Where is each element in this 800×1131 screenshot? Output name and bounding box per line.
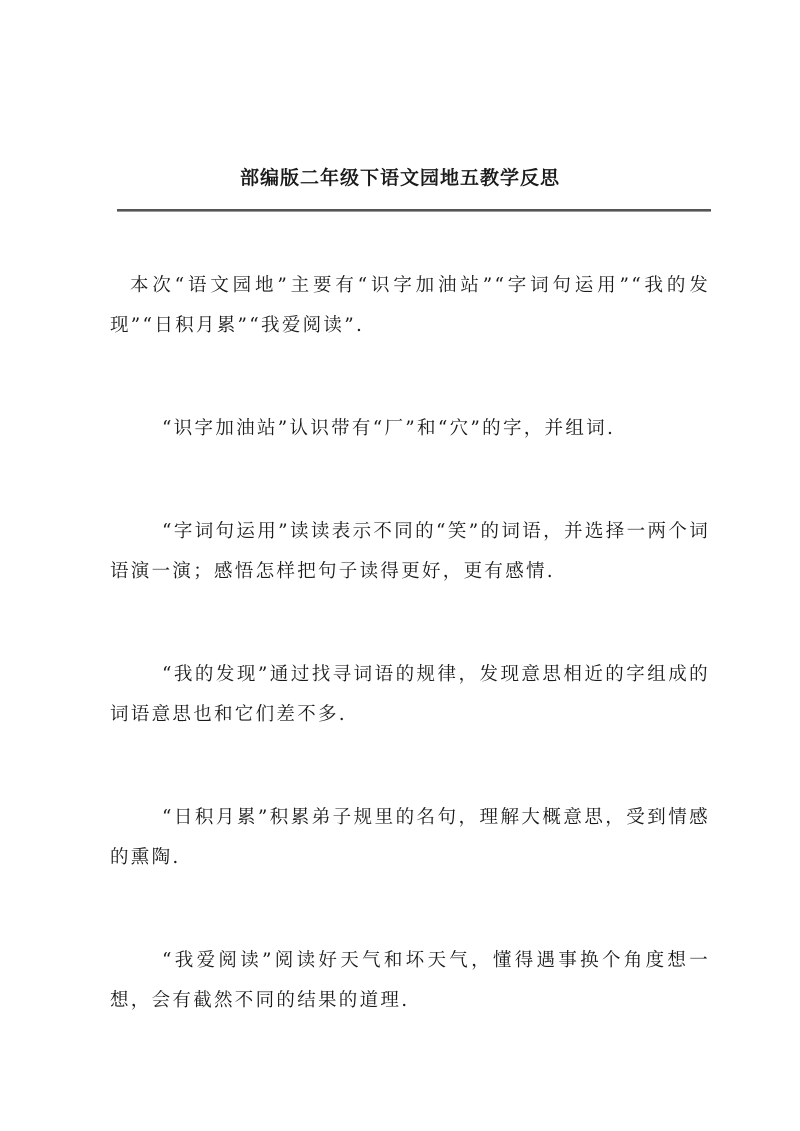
paragraph-i-love-reading: “我爱阅读”阅读好天气和坏天气，懂得遇事换个角度想一想，会有截然不同的结果的道理. xyxy=(110,950,710,1011)
paragraph-literacy-station: “识字加油站”认识带有“厂”和“穴”的字，并组词. xyxy=(162,418,616,439)
paragraph-my-discovery: “我的发现”通过找寻词语的规律，发现意思相近的字组成的词语意思也和它们差不多. xyxy=(110,664,710,725)
document-title: 部编版二年级下语文园地五教学反思 xyxy=(239,167,560,189)
paragraph-daily-accumulation: “日积月累”积累弟子规里的名句，理解大概意思，受到情感的熏陶. xyxy=(110,807,710,868)
document-body xyxy=(110,266,710,1084)
paragraph-overview: 本次“语文园地”主要有“识字加油站”“字词句运用”“我的发现”“日积月累”“我爱阅读”. xyxy=(110,275,710,336)
paragraph-word-sentence-usage: “字词句运用”读读表示不同的“笑”的词语，并选择一两个词语演一演；感悟怎样把句子读得更好，更有感情. xyxy=(110,521,710,582)
title-underline xyxy=(117,209,711,212)
